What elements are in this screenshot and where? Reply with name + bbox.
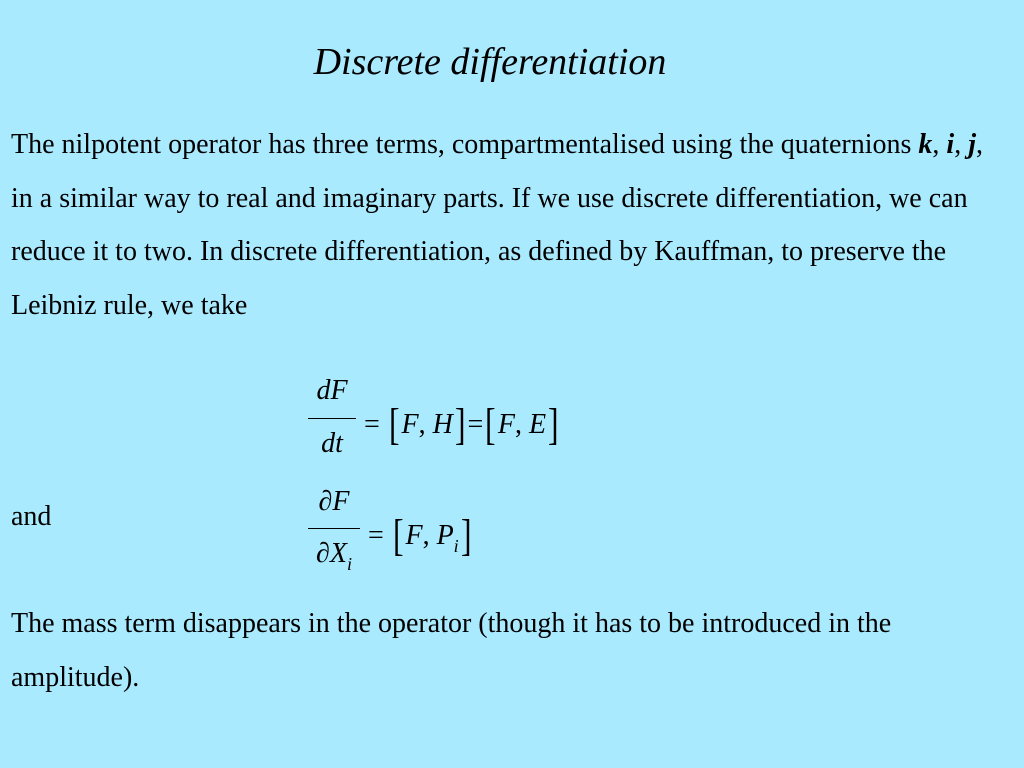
- symbol-F: F: [401, 409, 419, 440]
- bracket-open: [: [388, 400, 400, 449]
- fraction-bar: [308, 418, 356, 419]
- partial-denominator: [306, 540, 362, 573]
- bracket-close: ]: [460, 511, 472, 560]
- partial-X: ∂X: [316, 538, 347, 569]
- fraction-partial: [306, 484, 362, 578]
- intro-text-end: , in a similar way to real and imaginary parts. If we use discrete differentiation, we can reduce it to two. In discrete differentiation, as defined by Kauffman, to preserve the Leibniz rule, we take: [11, 129, 983, 321]
- fraction-bar: [308, 528, 360, 529]
- equals-sign: =: [364, 409, 380, 440]
- bracket-open: [: [392, 511, 404, 560]
- equation-partial-derivative: [306, 484, 506, 578]
- connector-and: and: [11, 501, 52, 532]
- symbol-E: E: [529, 409, 547, 440]
- equals-sign-2: =: [467, 409, 484, 440]
- outro-paragraph: The mass term disappears in the operator (though it has to be introduced in the amplitude).: [11, 608, 892, 693]
- quaternion-j: j: [968, 129, 976, 160]
- comma-2: ,: [515, 409, 523, 440]
- slide-title: Discrete differentiation: [313, 41, 667, 83]
- fraction-numerator: dF: [316, 375, 348, 406]
- symbol-F-2: F: [497, 409, 516, 440]
- commutator-expression: [364, 400, 561, 449]
- quaternion-k: k: [918, 129, 933, 160]
- intro-separator-1: ,: [932, 129, 947, 160]
- fraction-dF-dt: [306, 373, 358, 465]
- equation-time-derivative: [306, 373, 626, 465]
- partial-numerator: ∂F: [318, 486, 350, 517]
- bracket-close: ]: [454, 400, 466, 449]
- quaternion-i: i: [946, 129, 955, 160]
- commutator-expression-2: [368, 511, 473, 560]
- intro-paragraph: [11, 118, 1011, 332]
- symbol-H: H: [432, 409, 453, 440]
- intro-text-start: The nilpotent operator has three terms, compartmentalised using the quaternions: [11, 129, 919, 160]
- symbol-P: P: [436, 520, 454, 551]
- bracket-close-2: ]: [548, 400, 559, 449]
- bracket-open-2: [: [485, 400, 496, 449]
- intro-separator-2: ,: [954, 129, 969, 160]
- equals-sign: =: [368, 520, 384, 551]
- comma: ,: [418, 409, 426, 440]
- symbol-F: F: [405, 520, 423, 551]
- subscript-i: i: [453, 536, 459, 556]
- comma: ,: [422, 520, 430, 551]
- fraction-denominator: dt: [321, 428, 343, 459]
- subscript-i: i: [346, 554, 352, 574]
